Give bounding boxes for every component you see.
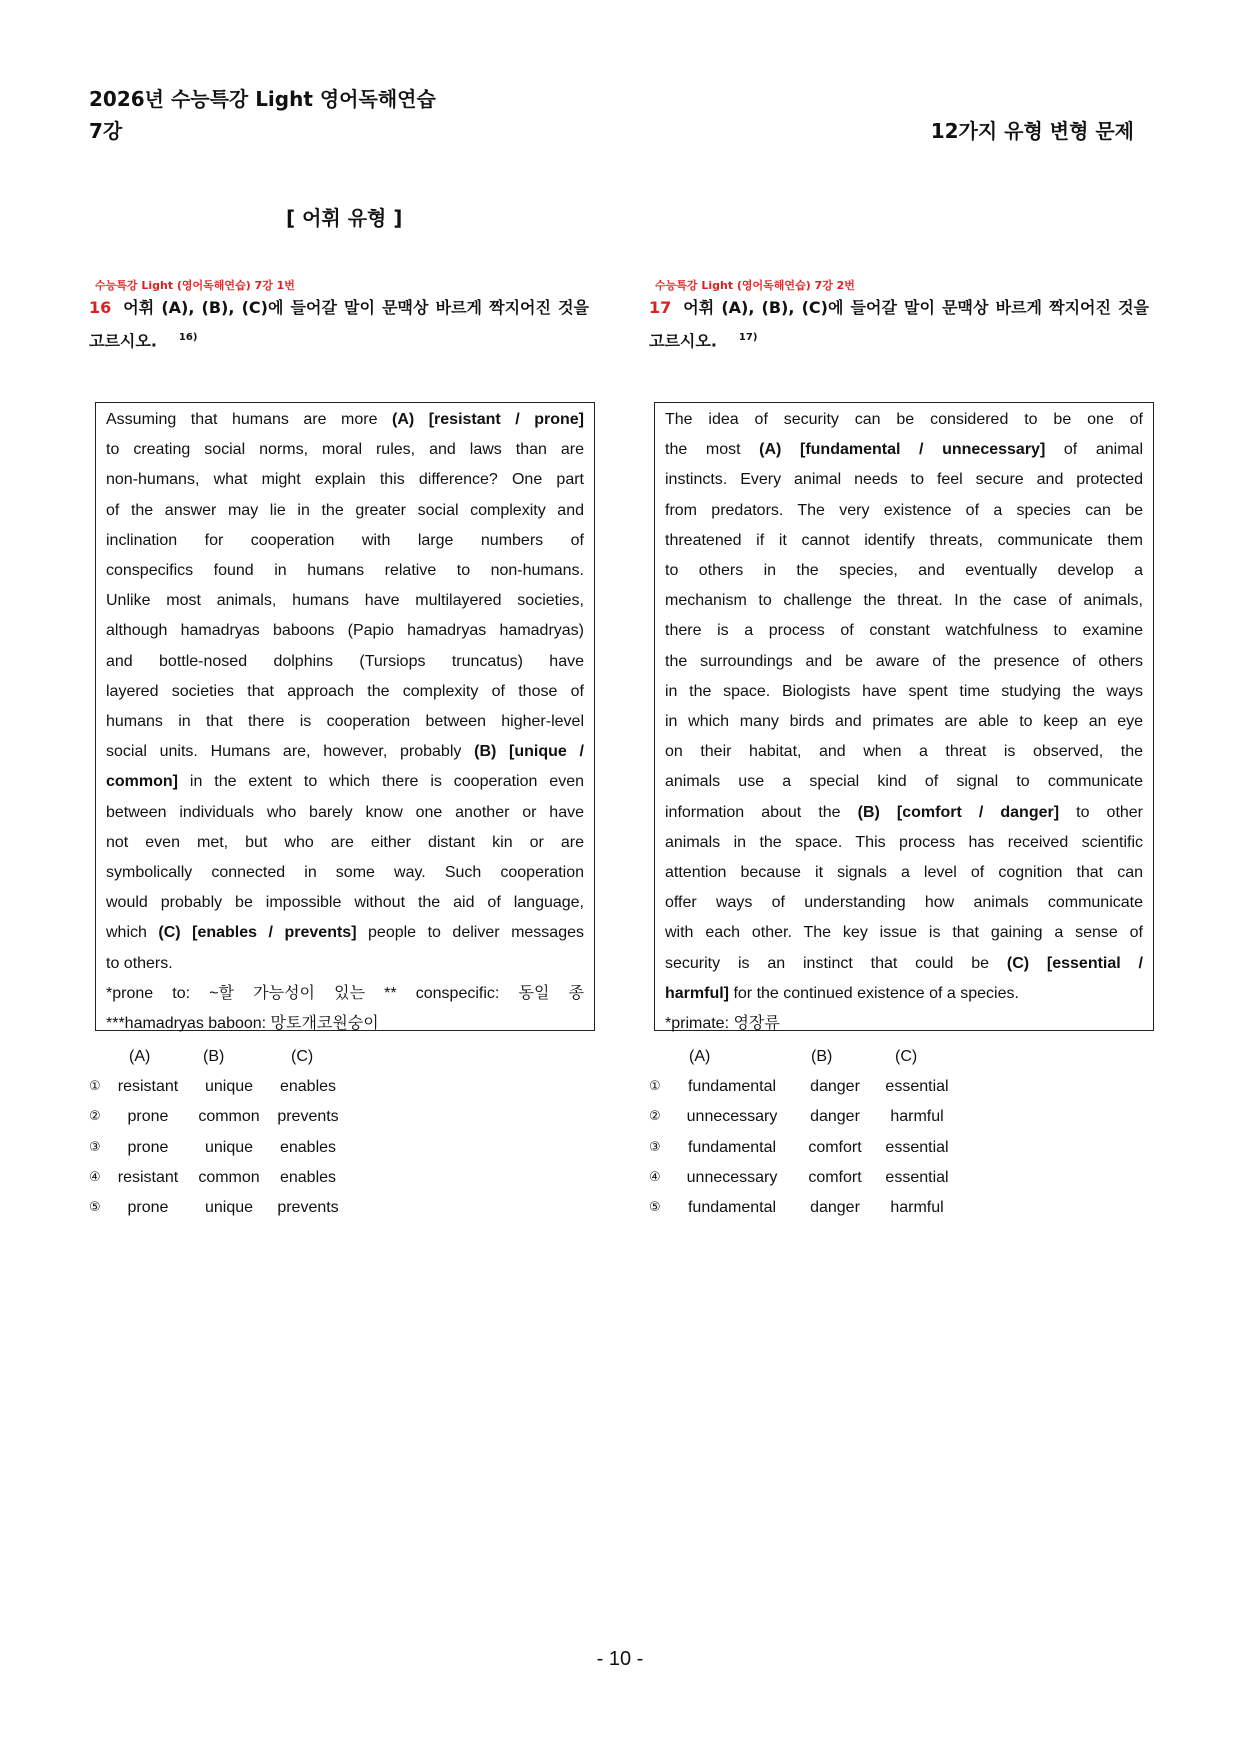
question-prompt xyxy=(649,293,1149,323)
choice-word: essential xyxy=(885,1168,949,1186)
passage-line xyxy=(106,647,584,677)
passage-line xyxy=(106,405,584,435)
choice-word: danger xyxy=(810,1078,860,1096)
choice-column-header: (B) xyxy=(203,1048,225,1065)
choice-word: fundamental xyxy=(687,1078,777,1096)
choice-word: unique xyxy=(204,1138,254,1156)
passage-line xyxy=(665,586,1143,616)
passage-line xyxy=(665,707,1143,737)
choice-word: unnecessary xyxy=(686,1168,778,1186)
passage-text: in the space. Biologists have spent time studying the ways xyxy=(665,682,1143,700)
choice-word: prone xyxy=(127,1138,169,1156)
passage-text: to others in the species, and eventually develop a xyxy=(665,562,1143,580)
passage-box-16 xyxy=(95,402,595,1031)
passage-text: Assuming that humans are more xyxy=(106,411,392,428)
vocab-choice-bracket: (C) [enables / prevents] xyxy=(158,924,357,942)
question-number: 17 xyxy=(649,298,672,317)
answer-choices-16 xyxy=(89,1042,361,1223)
passage-text: information about the xyxy=(665,803,858,821)
passage-line xyxy=(106,586,584,616)
header-right-label: 12가지 유형 변형 문제 xyxy=(930,119,1134,143)
passage-line xyxy=(106,1009,584,1039)
answer-choice[interactable] xyxy=(649,1163,975,1193)
choice-word: enables xyxy=(279,1138,337,1156)
passage-line xyxy=(665,1009,1143,1039)
passage-line xyxy=(106,828,584,858)
passage-text: inclination for cooperation with large numbers of xyxy=(106,531,584,549)
passage-line xyxy=(665,465,1143,495)
question-16-header xyxy=(89,279,589,356)
answer-choice[interactable] xyxy=(89,1102,361,1132)
passage-text: *primate: 영장류 xyxy=(665,1015,780,1033)
passage-line xyxy=(665,858,1143,888)
passage-text: offer ways of understanding how animals communicate xyxy=(665,894,1143,912)
passage-text: non-humans, what might explain this difference? One part xyxy=(106,471,584,489)
passage-text: people to deliver messages xyxy=(356,924,584,942)
lesson-label: 7강 xyxy=(89,119,123,143)
passage-line xyxy=(106,677,584,707)
passage-line xyxy=(665,647,1143,677)
passage-line xyxy=(106,888,584,918)
question-number: 16 xyxy=(89,298,112,317)
choice-column-header: (B) xyxy=(811,1048,833,1065)
choice-word: fundamental xyxy=(687,1138,777,1156)
passage-text: instincts. Every animal needs to feel secure and protected xyxy=(665,471,1143,489)
passage-text: to others. xyxy=(106,954,173,972)
passage-line xyxy=(665,496,1143,526)
vocab-choice-bracket: (A) [fundamental / unnecessary] xyxy=(759,441,1046,459)
choice-word: prone xyxy=(127,1199,169,1217)
passage-line xyxy=(106,435,584,465)
passage-line xyxy=(665,405,1143,435)
choice-word: resistant xyxy=(117,1078,179,1096)
passage-text: although hamadryas baboons (Papio hamadryas hamadryas) xyxy=(106,622,584,640)
passage-line xyxy=(106,496,584,526)
passage-line xyxy=(665,888,1143,918)
passage-text: to other xyxy=(1059,803,1144,821)
choice-word: unique xyxy=(204,1199,254,1217)
choice-word: enables xyxy=(279,1078,337,1096)
vocab-choice-bracket: (A) [resistant / prone] xyxy=(392,411,584,428)
choice-word: prevents xyxy=(277,1199,339,1217)
vocab-choice-bracket: common] xyxy=(106,773,178,791)
passage-text: animals use a special kind of signal to communicate xyxy=(665,773,1143,791)
passage-text: conspecifics found in humans relative to non-humans. xyxy=(106,562,584,580)
page-number: - 10 - xyxy=(596,1648,644,1670)
passage-line xyxy=(106,556,584,586)
choice-number: ① xyxy=(649,1079,661,1095)
question-source: 수능특강 Light (영어독해연습) 7강 2번 xyxy=(655,279,855,292)
question-source: 수능특강 Light (영어독해연습) 7강 1번 xyxy=(95,279,295,292)
choice-number: ① xyxy=(89,1079,101,1095)
passage-box-17 xyxy=(654,402,1154,1031)
passage-text: from predators. The very existence of a species can be xyxy=(665,501,1143,519)
choice-number: ④ xyxy=(89,1169,101,1185)
choice-number: ⑤ xyxy=(649,1200,661,1216)
question-17-header xyxy=(649,279,1149,356)
question-prompt-line2: 고르시오. xyxy=(649,331,717,351)
passage-text: mechanism to challenge the threat. In the case of animals, xyxy=(665,592,1143,610)
passage-text: with each other. The key issue is that gaining a sense of xyxy=(665,924,1143,942)
passage-text: threatened if it cannot identify threats, communicate them xyxy=(665,531,1143,549)
passage-text: humans in that there is cooperation between higher-level xyxy=(106,713,584,731)
passage-text: layered societies that approach the complexity of those of xyxy=(106,682,584,700)
passage-line xyxy=(665,949,1143,979)
passage-line xyxy=(106,798,584,828)
answer-choice[interactable] xyxy=(89,1163,361,1193)
passage-line xyxy=(106,707,584,737)
passage-line xyxy=(106,949,584,979)
vocab-choice-bracket: (C) [essential / xyxy=(1006,954,1143,972)
passage-text: security is an instinct that could be xyxy=(665,954,1007,972)
passage-text: The idea of security can be considered to be one of xyxy=(665,411,1143,428)
choice-column-header: (A) xyxy=(689,1048,711,1065)
choice-word: comfort xyxy=(808,1138,862,1156)
question-prompt-continued xyxy=(649,323,1149,356)
passage-text: animals in the space. This process has received scientific xyxy=(665,833,1143,851)
passage-line xyxy=(665,828,1143,858)
passage-text: ***hamadryas baboon: 망토개코원숭이 xyxy=(106,1015,379,1033)
passage-text: on their habitat, and when a threat is observed, the xyxy=(665,743,1143,761)
passage-line xyxy=(665,616,1143,646)
passage-line xyxy=(106,858,584,888)
vocab-choice-bracket: harmful] xyxy=(665,984,729,1002)
answer-choice[interactable] xyxy=(89,1072,361,1102)
passage-line xyxy=(106,465,584,495)
passage-text: Unlike most animals, humans have multilayered societies, xyxy=(106,592,584,610)
choice-column-header: (C) xyxy=(895,1048,918,1065)
choice-word: unique xyxy=(204,1078,254,1096)
passage-text: for the continued existence of a species. xyxy=(729,984,1019,1002)
passage-line xyxy=(106,526,584,556)
passage-text: attention because it signals a level of cognition that can xyxy=(665,864,1143,882)
passage-text: which xyxy=(106,924,159,942)
passage-text: in which many birds and primates are able to keep an eye xyxy=(665,713,1143,731)
question-prompt xyxy=(89,293,589,323)
passage-line xyxy=(106,979,584,1009)
passage-line xyxy=(665,979,1143,1009)
choice-word: essential xyxy=(885,1138,949,1156)
passage-line xyxy=(665,767,1143,797)
choice-column-header: (C) xyxy=(291,1048,314,1065)
choice-word: harmful xyxy=(890,1108,944,1126)
answer-choices-17 xyxy=(649,1042,975,1223)
choice-header-spacer xyxy=(649,1042,689,1072)
question-prompt-continued xyxy=(89,323,589,356)
passage-text: there is a process of constant watchfulness to examine xyxy=(665,622,1143,640)
choice-number: ② xyxy=(649,1109,661,1125)
passage-text: to creating social norms, moral rules, and laws than are xyxy=(106,441,584,459)
question-prompt-line2: 고르시오. xyxy=(89,331,157,351)
question-prompt-line1: 어휘 (A), (B), (C)에 들어갈 말이 문맥상 바르게 짝지어진 것을 xyxy=(683,298,1149,317)
choice-word: prevents xyxy=(277,1108,339,1126)
choice-word: unnecessary xyxy=(686,1108,778,1126)
answer-choice[interactable] xyxy=(649,1133,975,1163)
passage-text: the surroundings and be aware of the presence of others xyxy=(665,652,1143,670)
choice-header-row xyxy=(649,1042,975,1072)
choice-word: fundamental xyxy=(687,1199,777,1217)
passage-line xyxy=(106,616,584,646)
document-title: 2026년 수능특강 Light 영어독해연습 xyxy=(89,87,436,111)
choice-column-header: (A) xyxy=(129,1048,151,1065)
vocab-choice-bracket: (B) [comfort / danger] xyxy=(857,803,1060,821)
passage-text: social units. Humans are, however, probably xyxy=(106,743,475,761)
answer-choice[interactable] xyxy=(649,1102,975,1132)
section-title: [ 어휘 유형 ] xyxy=(286,206,403,230)
choice-number: ⑤ xyxy=(89,1200,101,1216)
passage-line xyxy=(665,435,1143,465)
passage-line xyxy=(665,918,1143,948)
choice-number: ④ xyxy=(649,1169,661,1185)
passage-text: in the extent to which there is cooperation even xyxy=(178,773,584,791)
choice-header-row xyxy=(89,1042,361,1072)
answer-choice[interactable] xyxy=(89,1133,361,1163)
passage-line xyxy=(106,737,584,767)
answer-choice[interactable] xyxy=(649,1193,975,1223)
choice-word: enables xyxy=(279,1168,337,1186)
passage-text: of animal xyxy=(1045,441,1143,459)
passage-text: *prone to: ~할 가능성이 있는 ** conspecific: 동일 종 xyxy=(106,984,584,1002)
footnote-marker: 16) xyxy=(178,332,198,343)
choice-number: ② xyxy=(89,1109,101,1125)
passage-line xyxy=(665,798,1143,828)
question-prompt-line1: 어휘 (A), (B), (C)에 들어갈 말이 문맥상 바르게 짝지어진 것을 xyxy=(123,298,589,317)
choice-word: essential xyxy=(885,1078,949,1096)
choice-number: ③ xyxy=(89,1139,101,1155)
answer-choice[interactable] xyxy=(89,1193,361,1223)
passage-text: and bottle-nosed dolphins (Tursiops truncatus) have xyxy=(106,652,584,670)
passage-line xyxy=(106,767,584,797)
choice-word: danger xyxy=(810,1199,860,1217)
passage-text: symbolically connected in some way. Such cooperation xyxy=(106,864,584,882)
passage-line xyxy=(665,677,1143,707)
passage-line xyxy=(106,918,584,948)
passage-line xyxy=(665,526,1143,556)
choice-word: comfort xyxy=(808,1168,862,1186)
choice-number: ③ xyxy=(649,1139,661,1155)
vocab-choice-bracket: (B) [unique / xyxy=(474,743,584,761)
passage-text: not even met, but who are either distant kin or are xyxy=(106,833,584,851)
passage-text: the most xyxy=(665,441,760,459)
choice-word: resistant xyxy=(117,1168,179,1186)
passage-text: of the answer may lie in the greater social complexity and xyxy=(106,501,584,519)
choice-word: harmful xyxy=(890,1199,944,1217)
passage-text: would probably be impossible without the aid of language, xyxy=(106,894,584,912)
footnote-marker: 17) xyxy=(738,332,758,343)
choice-header-spacer xyxy=(89,1042,129,1072)
choice-word: prone xyxy=(127,1108,169,1126)
passage-line xyxy=(665,556,1143,586)
passage-text: between individuals who barely know one another or have xyxy=(106,803,584,821)
answer-choice[interactable] xyxy=(649,1072,975,1102)
choice-word: danger xyxy=(810,1108,860,1126)
choice-word: common xyxy=(198,1168,260,1186)
choice-word: common xyxy=(198,1108,260,1126)
passage-line xyxy=(665,737,1143,767)
